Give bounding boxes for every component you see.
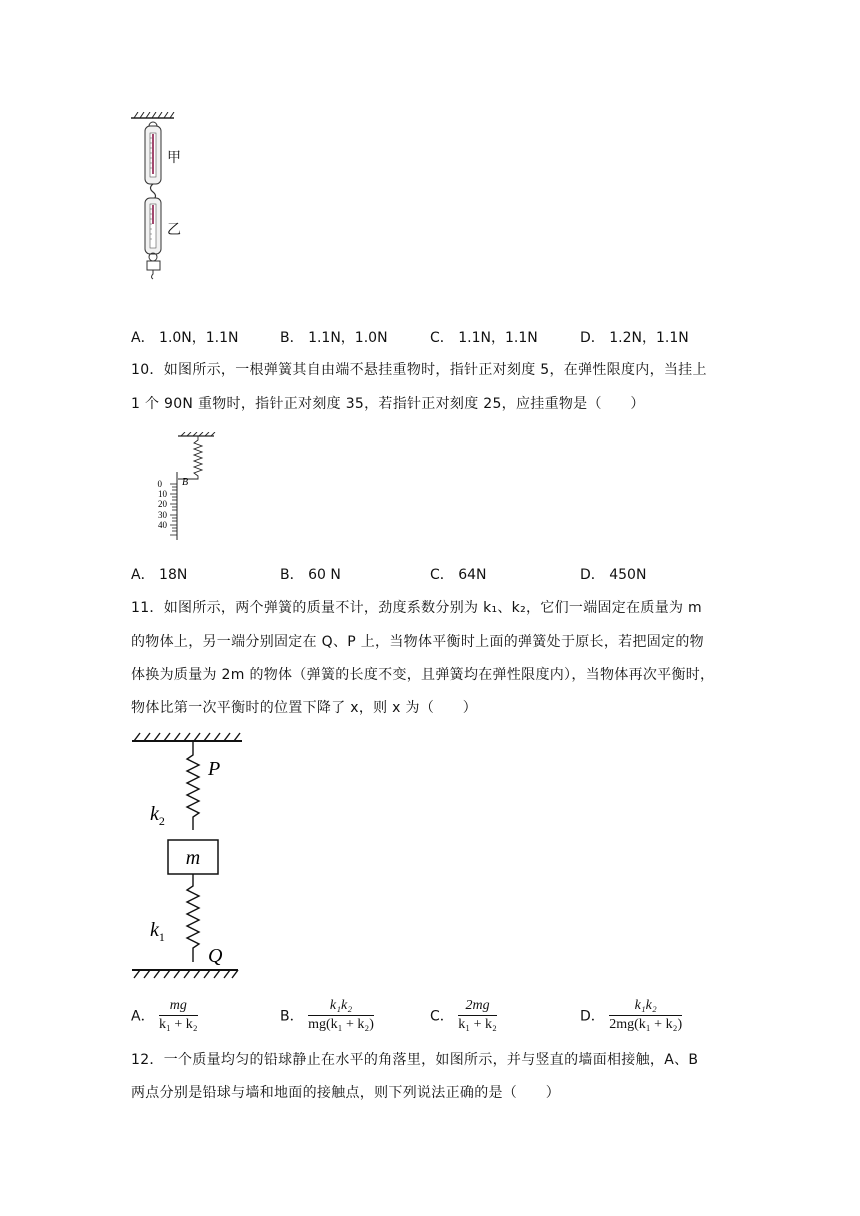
k2-label: $k_2$: [150, 803, 165, 828]
fraction: $\frac{mg}{\text{k₁ + k₂}}$: [159, 998, 198, 1032]
q11-option-a[interactable]: A． $\frac{mg}{\text{k₁ + k₂}}$: [131, 998, 198, 1032]
anchor-q-label: Q: [208, 945, 223, 967]
ruler-tick-0: 0: [157, 479, 162, 489]
q11-stem-line3: 体换为质量为 2m 的物体（弹簧的长度不变，且弹簧均在弹性限度内），当物体再次平衡时，: [131, 667, 715, 683]
mass-label: m: [185, 847, 201, 869]
ruler-tick-40: 40: [158, 520, 167, 530]
q12-stem-line2: 两点分别是铅球与墙和地面的接触点，则下列说法正确的是（ ）: [131, 1085, 560, 1101]
spring-scales-figure: [128, 112, 198, 280]
q10-stem-line2: 1 个 90N 重物时，指针正对刻度 35，若指针正对刻度 25，应挂重物是（ ）: [131, 396, 645, 412]
fraction: $\frac{\text{k₁k₂}}{\text{2mg(k₁ + k₂)}}$: [609, 998, 683, 1032]
q10-option-b[interactable]: B． 60 N: [280, 567, 341, 583]
q10-stem-line1: 10．如图所示，一根弹簧其自由端不悬挂重物时，指针正对刻度 5，在弹性限度内，当挂上: [131, 362, 707, 378]
q10-option-a[interactable]: A． 18N: [131, 567, 188, 583]
q11-stem-line4: 物体比第一次平衡时的位置下降了 x，则 x 为（ ）: [131, 700, 478, 716]
ruler-pointer-label: B: [182, 477, 189, 488]
q11-option-d[interactable]: D． $\frac{\text{k₁k₂}}{\text{2mg(k₁ + k₂)}}$: [580, 998, 683, 1032]
scale-label-jia: 甲: [167, 150, 181, 166]
anchor-p-label: P: [208, 758, 221, 780]
q9-option-b[interactable]: B． 1.1N，1.0N: [280, 330, 388, 346]
fraction: $\frac{2mg}{\text{k₁ + k₂}}$: [458, 998, 497, 1032]
ruler-tick-20: 20: [158, 499, 167, 509]
ruler-tick-30: 30: [158, 510, 167, 520]
q10-option-d[interactable]: D． 450N: [580, 567, 647, 583]
two-springs-figure: [128, 730, 248, 985]
q11-option-c[interactable]: C． $\frac{2mg}{\text{k₁ + k₂}}$: [430, 998, 497, 1032]
q9-option-c[interactable]: C． 1.1N，1.1N: [430, 330, 538, 346]
fraction: $\frac{\text{k₁k₂}}{\text{mg(k₁ + k₂)}}$: [308, 998, 374, 1032]
k1-label: $k_1$: [150, 919, 165, 944]
q9-option-a[interactable]: A． 1.0N，1.1N: [131, 330, 239, 346]
q10-option-c[interactable]: C． 64N: [430, 567, 487, 583]
q12-stem-line1: 12．一个质量均匀的铅球静止在水平的角落里，如图所示，并与竖直的墙面相接触，A、B: [131, 1052, 699, 1068]
q11-stem-line2: 的物体上，另一端分别固定在 Q、P 上，当物体平衡时上面的弹簧处于原长，若把固定的物: [131, 634, 704, 650]
scale-label-yi: 乙: [167, 222, 181, 238]
q9-option-d[interactable]: D． 1.2N，1.1N: [580, 330, 689, 346]
ruler-tick-10: 10: [158, 489, 167, 499]
spring-ruler-figure: [148, 432, 220, 544]
q11-option-b[interactable]: B． $\frac{\text{k₁k₂}}{\text{mg(k₁ + k₂)}}$: [280, 998, 374, 1032]
q11-stem-line1: 11．如图所示，两个弹簧的质量不计，劲度系数分别为 k₁、k₂，它们一端固定在质量为 m: [131, 600, 702, 616]
